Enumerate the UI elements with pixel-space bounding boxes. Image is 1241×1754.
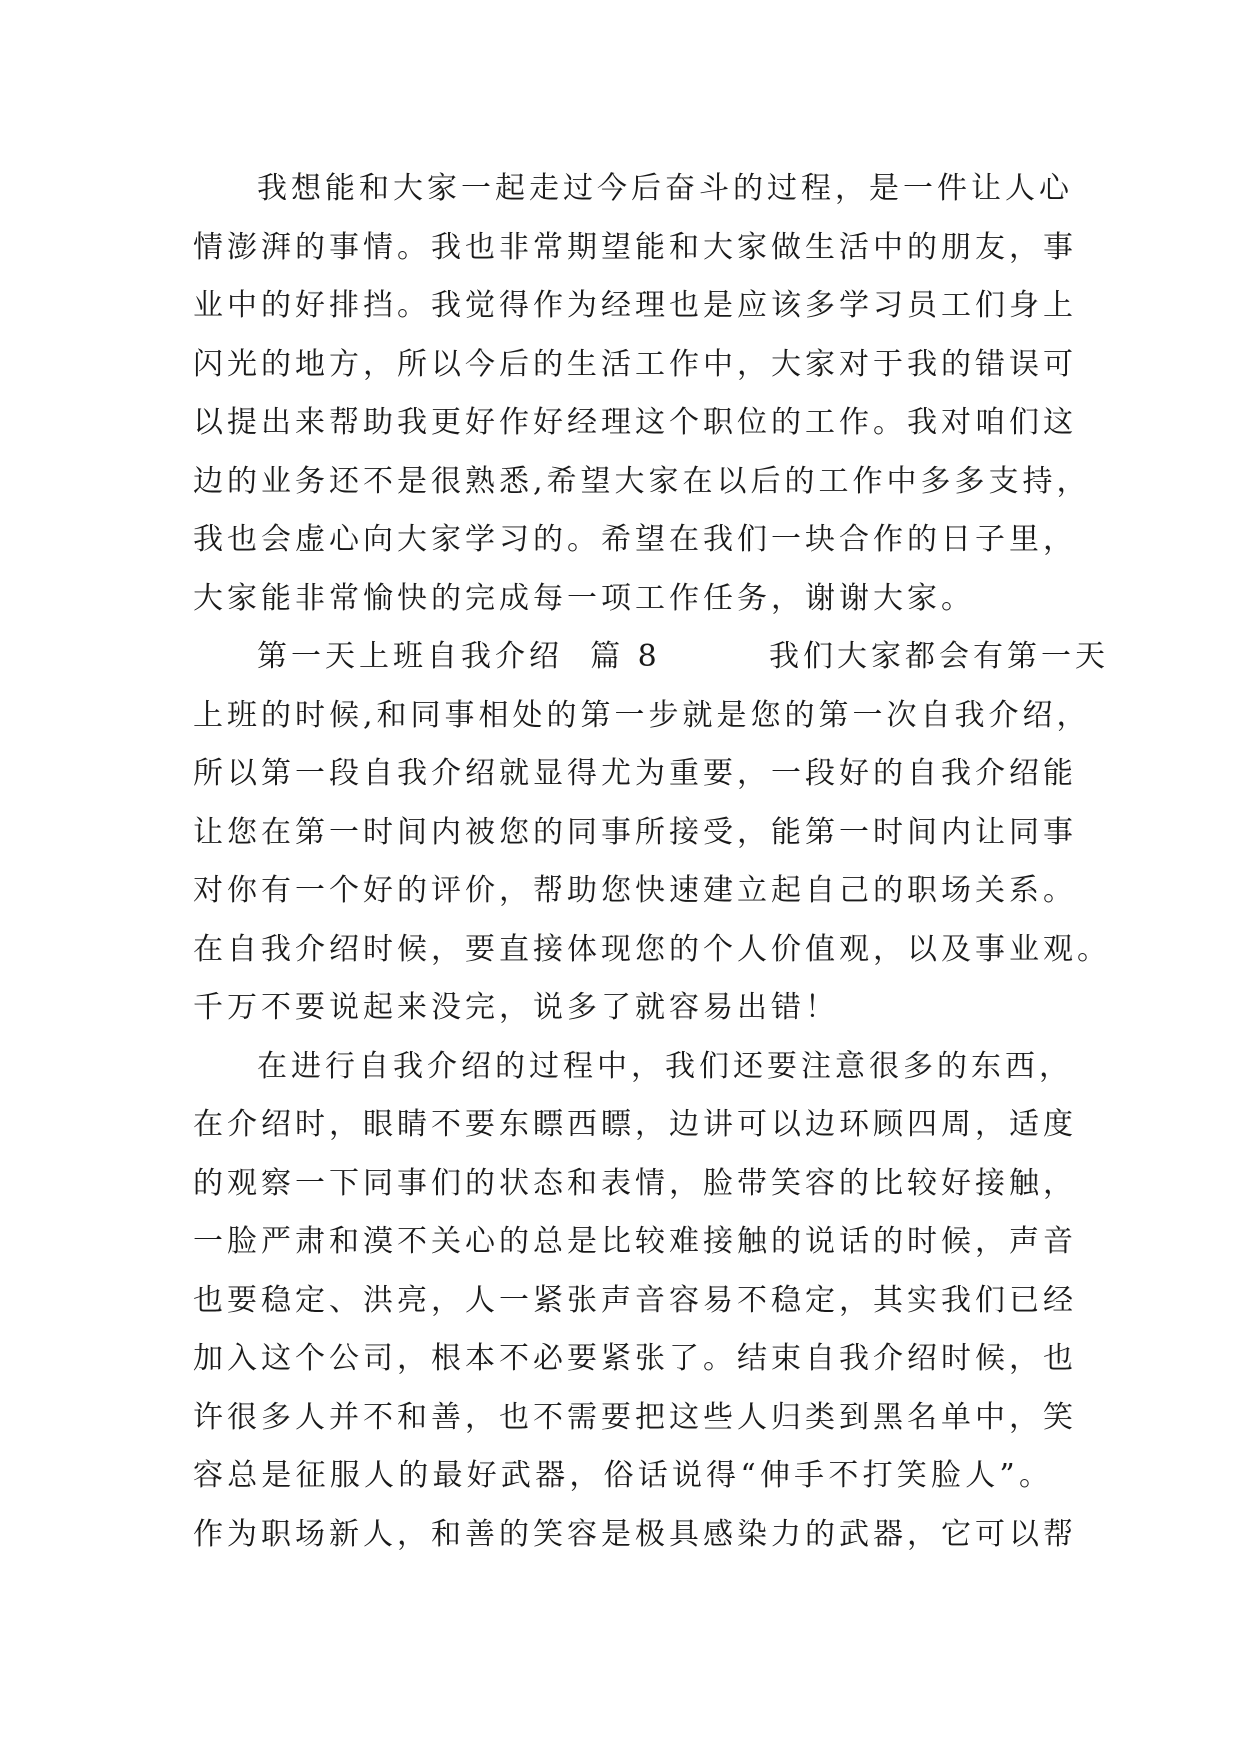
text-line: 上班的时候,和同事相处的第一步就是您的第一次自我介绍， [193, 697, 1091, 733]
text-line: 在进行自我介绍的过程中，我们还要注意很多的东西， [257, 1048, 1073, 1084]
text-line: 边的业务还不是很熟悉,希望大家在以后的工作中多多支持， [193, 463, 1091, 499]
section-heading-line: 第一天上班自我介绍 篇 8 我们大家都会有第一天 [257, 639, 1109, 674]
text-line: 大家能非常愉快的完成每一项工作任务，谢谢大家。 [193, 580, 975, 616]
text-line: 闪光的地方，所以今后的生活工作中，大家对于我的错误可 [193, 346, 1077, 382]
text-line: 加入这个公司，根本不必要紧张了。结束自我介绍时候，也 [193, 1341, 1077, 1376]
text-line: 对你有一个好的评价，帮助您快速建立起自己的职场关系。 [193, 873, 1077, 908]
body-text [193, 160, 1111, 1564]
text-line: 情澎湃的事情。我也非常期望能和大家做生活中的朋友，事 [193, 229, 1077, 265]
text-line: 业中的好排挡。我觉得作为经理也是应该多学习员工们身上 [193, 288, 1077, 323]
text-line: 我也会虚心向大家学习的。希望在我们一块合作的日子里， [193, 522, 1077, 557]
text-line: 一脸严肃和漠不关心的总是比较难接触的说话的时候，声音 [193, 1224, 1077, 1259]
text-line: 许很多人并不和善，也不需要把这些人归类到黑名单中，笑 [193, 1399, 1077, 1435]
text-line: 千万不要说起来没完，说多了就容易出错！ [193, 990, 839, 1025]
text-line: 我想能和大家一起走过今后奋斗的过程，是一件让人心 [257, 171, 1073, 206]
text-line: 的观察一下同事们的状态和表情，脸带笑容的比较好接触， [193, 1165, 1077, 1201]
text-line: 也要稳定、洪亮，人一紧张声音容易不稳定，其实我们已经 [193, 1282, 1077, 1318]
text-line: 在介绍时，眼睛不要东瞟西瞟，边讲可以边环顾四周，适度 [193, 1107, 1077, 1142]
text-line: 让您在第一时间内被您的同事所接受，能第一时间内让同事 [193, 814, 1077, 850]
text-line: 容总是征服人的最好武器，俗话说得“伸手不打笑脸人”。 [193, 1458, 1053, 1493]
text-line: 作为职场新人，和善的笑容是极具感染力的武器，它可以帮 [193, 1516, 1077, 1552]
text-line: 在自我介绍时候，要直接体现您的个人价值观，以及事业观。 [193, 931, 1111, 967]
text-line: 所以第一段自我介绍就显得尤为重要，一段好的自我介绍能 [193, 756, 1077, 791]
text-line: 以提出来帮助我更好作好经理这个职位的工作。我对咱们这 [193, 405, 1077, 440]
